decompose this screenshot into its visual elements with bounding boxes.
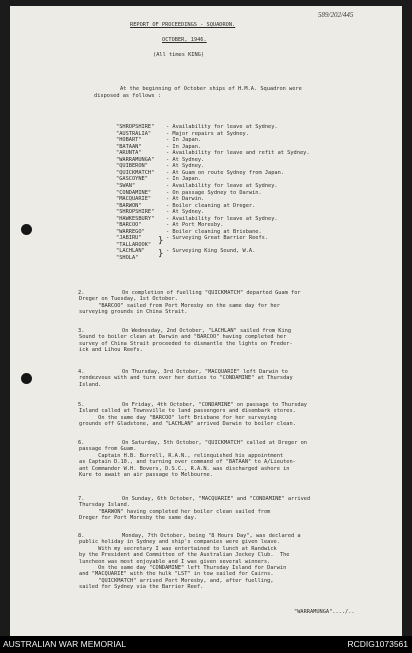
paragraph-line: by the President and Committee of the Australian Jockey Club. The (79, 552, 290, 559)
ship-name: "GASCOYNE" (116, 176, 148, 183)
ship-name: "HOBART" (116, 137, 142, 144)
ship-name: "TALLAROOK" (116, 241, 152, 248)
ship-status: - Surveying King Sound, W.A. (166, 248, 256, 255)
paragraph-line: Island called at Townsville to land passengers and disembark stores. (79, 408, 296, 415)
ship-name: "WARRAMUNGA" (116, 156, 155, 163)
paragraph-line: rendezvous with and turn over her duties to "CONDAMINE" at Thursday (79, 375, 293, 382)
paragraph-line: luncheon was most enjoyable and I was given several winners. (79, 558, 271, 565)
paragraph-line: survey of China Strait proceeded to dismantle the lights on Freder- (79, 340, 293, 347)
ship-name: "AUSTRALIA" (116, 130, 152, 137)
paragraph-number: 5. (78, 402, 85, 408)
paragraph-line: ick and Lihou Reefs. (79, 347, 143, 354)
intro-line: At the beginning of October ships of H.M.A. Squadron were (120, 86, 302, 92)
ship-name: "HAWKESBURY" (116, 215, 155, 222)
paragraph-line: Sound to boiler clean at Darwin and "BARCOO" having completed her (79, 334, 287, 341)
ship-status: - Availability for leave and refit at Sydney. (166, 150, 310, 157)
paragraph-line: On Thursday, 3rd October, "MACQUARIE" left Darwin to (122, 369, 288, 375)
paragraph-line: On Saturday, 5th October, "QUICKMATCH" called at Dreger on (122, 440, 307, 446)
ship-status: - Surveying Great Barrier Reefs. (166, 235, 269, 242)
archive-footer (0, 636, 412, 653)
continuation-marker: "WARRAMUNGA"..../.. (294, 609, 355, 615)
ship-name: "ARUNTA" (116, 150, 142, 157)
ship-status: - Boiler cleaning at Brisbane. (166, 228, 262, 235)
institution-name: AUSTRALIAN WAR MEMORIAL (3, 639, 126, 649)
paragraph-line: On the same day "BARCOO" left Brisbane for her surveying (79, 414, 277, 421)
ship-name: "SHOLA" (116, 255, 139, 261)
ship-name: "BARWON" (116, 202, 142, 209)
paragraph-line: On completion of fuelling "QUICKMATCH" departed Guam for (122, 290, 301, 296)
paragraph-number: 8. (78, 533, 85, 539)
ship-status: - Availability for leave at Sydney. (166, 215, 278, 222)
paragraph-line: ant Commander W.H. Bovers, D.S.C., R.A.N. was discharged ashore in (79, 465, 290, 472)
paragraph-line: Island. (79, 381, 102, 388)
ship-status: - On passage Sydney to Darwin. (166, 189, 262, 196)
brace-lachlan-shola: } (158, 249, 164, 259)
paragraph-line: grounds off Gladstone, and "LACHLAN" arrived Darwin to boiler clean. (79, 421, 296, 428)
ship-name: "MACQUARIE" (116, 196, 152, 203)
ship-name: "LACHLAN" (116, 248, 145, 255)
paragraph-line: Dreger for Port Moresby the same day. (79, 515, 197, 522)
ship-status: - Availability for leave at Sydney. (166, 124, 278, 130)
paragraph-line: sailed for Sydney via the Barrier Reef. (79, 584, 204, 591)
ship-name: "CONDAMINE" (116, 189, 152, 196)
paragraph-number: 4. (78, 369, 85, 375)
paragraph-line: On Friday, 4th October, "CONDAMINE" on passage to Thursday (122, 402, 307, 408)
report-title: REPORT OF PROCEEDINGS - SQUADRON. (130, 22, 236, 28)
ship-name: "WARREGO" (116, 228, 145, 235)
paragraph-number: 7. (78, 496, 85, 502)
ship-status: - Boiler cleaning at Dreger. (166, 202, 256, 209)
ship-name: "SWAN" (116, 182, 136, 189)
paragraph-line: Kure to await an air passage to Melbourne. (79, 472, 213, 478)
reference-number: 589/202/445 (318, 11, 354, 19)
ship-status: - In Japan. (166, 137, 202, 144)
paragraph-line: Dreger on Tuesday, 1st October. (79, 296, 178, 303)
ship-name: "QUICKMATCH" (116, 169, 155, 176)
paragraph-line: On Wednesday, 2nd October, "LACHLAN" sailed from King (122, 328, 292, 334)
ship-status: - At Guam on route Sydney from Japan. (166, 169, 284, 176)
paragraph-line: Thursday Island. (79, 502, 131, 509)
ship-status: - Availability for leave at Sydney. (166, 182, 278, 189)
ship-name: "BATAAN" (116, 143, 142, 150)
ship-status: - At Darwin. (166, 196, 205, 203)
paragraph-line: as Captain D.10., and turning over command of "BATAAN" to A/Lieuten- (79, 459, 296, 466)
paragraph-line: public holiday in Sydney and ship's companies were given leave. (79, 539, 280, 546)
ship-status: - In Japan. (166, 176, 202, 183)
paragraph-line: On the same day "CONDAMINE" left Thursday Island for Darwin (79, 565, 287, 571)
ship-status: - Major repairs at Sydney. (166, 130, 249, 137)
paragraph-line: With my secretary I was entertained to lunch at Randwick (79, 545, 277, 552)
paragraph-number: 6. (78, 440, 85, 446)
paragraph-line: "BARWON" having completed her boiler clean sailed from (79, 508, 271, 515)
paragraph-line: surveying grounds in China Strait. (79, 309, 188, 316)
ship-status: - At Port Moresby. (166, 222, 224, 229)
document-page (10, 6, 402, 636)
paragraph-number: 3. (78, 328, 85, 334)
ship-status: - At Sydney. (166, 209, 205, 216)
paragraph-line: Captain H.B. Burrell, R.A.N., relinquished his appointment (79, 452, 284, 459)
ship-status: - At Sydney. (166, 156, 205, 163)
ship-status: - In Japan. (166, 143, 202, 150)
punch-hole-bottom (21, 373, 32, 384)
paragraph-line: On Sunday, 6th October, "MACQUARIE" and "CONDAMINE" arrived (122, 496, 311, 502)
time-note: (All times KING) (153, 52, 205, 58)
ship-name: "QUIBERON" (116, 163, 148, 170)
report-month: OCTOBER, 1946. (162, 37, 207, 43)
ship-name: "BARCOO" (116, 222, 142, 229)
record-id: RCDIG1073561 (347, 639, 408, 649)
ship-name: "JABIRU" (116, 235, 142, 242)
paragraph-line: "QUICKMATCH" arrived Port Moresby, and, after fuelling, (79, 577, 274, 584)
ship-status: - At Sydney. (166, 163, 205, 170)
intro-line: disposed as follows : (94, 93, 161, 99)
paragraph-line: "BARCOO" sailed from Port Moresby on the same day for her (79, 302, 280, 309)
ship-name: "SHROPSHIRE" (116, 124, 155, 130)
paragraph-line: passage from Guam. (79, 446, 137, 453)
paragraph-line: and "MACQUARIE" with the hulk "LST" in tow sailed for Cairns. (79, 571, 274, 578)
punch-hole-top (21, 224, 32, 235)
ship-name: "SHROPSHIRE" (116, 209, 155, 216)
paragraph-number: 2. (78, 290, 85, 296)
paragraph-line: Monday, 7th October, being "8 Hours Day", was declared a (122, 533, 301, 539)
brace-jabiru-tallarook: } (158, 236, 164, 246)
